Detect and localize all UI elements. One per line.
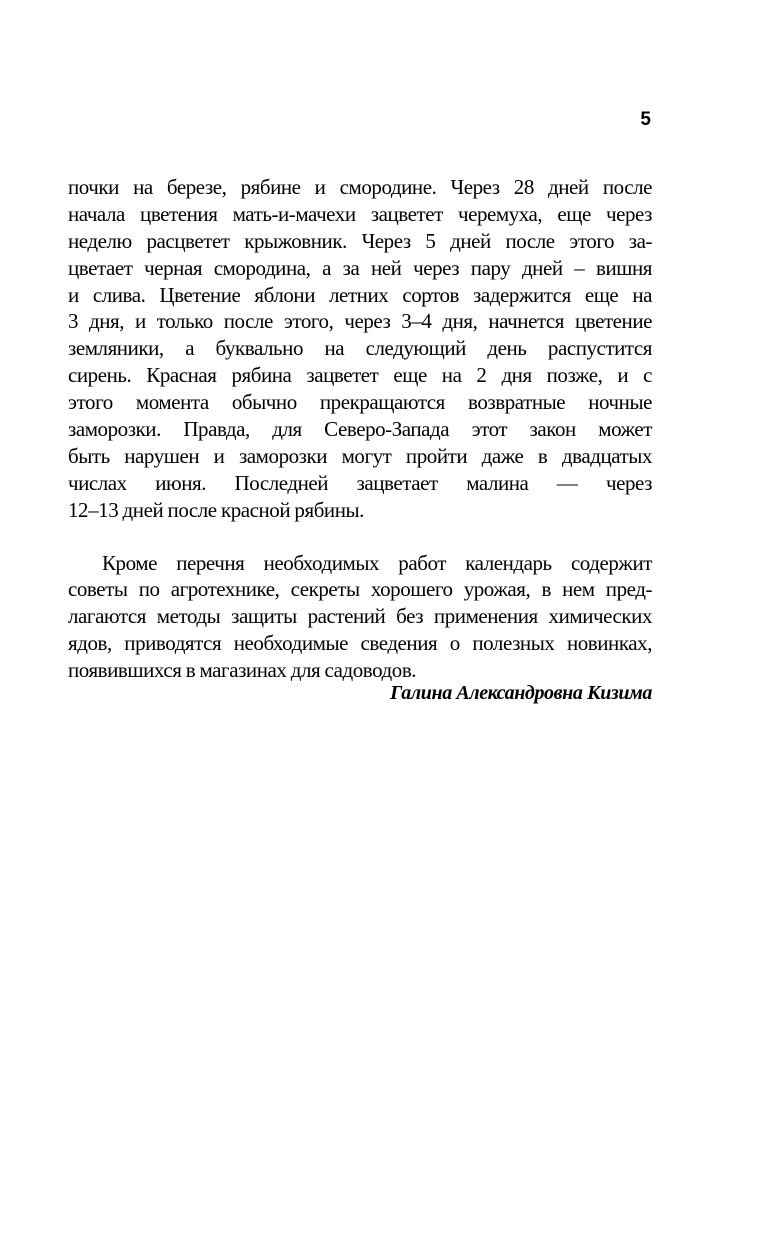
paragraph-gap [68, 524, 652, 550]
text-line: 12–13 дней после красной рябины. [68, 497, 364, 522]
text-line: и слива. Цветение яблони летних сортов задержится еще на [68, 282, 652, 307]
text-line: почки на березе, рябине и смородине. Через 28 дней после [68, 175, 652, 199]
text-line: Кроме перечня необходимых работ календарь содержит [102, 550, 652, 575]
paragraph-1 [68, 174, 652, 524]
text-line: быть нарушен и заморозки могут пройти даже в двадцатых [68, 443, 652, 468]
text-line: сирень. Красная рябина зацветет еще на 2 дня позже, и с [68, 363, 652, 388]
text-line: этого момента обычно прекращаются возвратные ночные [68, 390, 652, 415]
text-line: лагаются методы защиты растений без применения химических [68, 604, 652, 629]
paragraph-2 [68, 550, 652, 684]
text-line: начала цветения мать-и-мачехи зацветет черемуха, еще через [68, 201, 652, 226]
text-line: советы по агротехнике, секреты хорошего урожая, в нем пред- [68, 577, 652, 602]
page-number: 5 [640, 109, 651, 130]
text-line: 3 дня, и только после этого, через 3–4 дня, начнется цветение [68, 309, 652, 334]
text-line: числах июня. Последней зацветает малина — через [68, 470, 652, 495]
text-line: неделю расцветет крыжовник. Через 5 дней после этого за- [68, 228, 652, 253]
text-line: земляники, а буквально на следующий день распустится [68, 336, 652, 361]
text-line: заморозки. Правда, для Северо-Запада этот закон может [68, 417, 652, 442]
author-signature: Галина Александровна Кизима [390, 682, 652, 704]
text-line: ядов, приводятся необходимые сведения о полезных новинках, [68, 631, 652, 656]
text-line: появившихся в магазинах для садоводов. [68, 658, 417, 683]
text-line: цветает черная смородина, а за ней через пару дней – вишня [68, 255, 652, 280]
body-text [68, 174, 652, 684]
